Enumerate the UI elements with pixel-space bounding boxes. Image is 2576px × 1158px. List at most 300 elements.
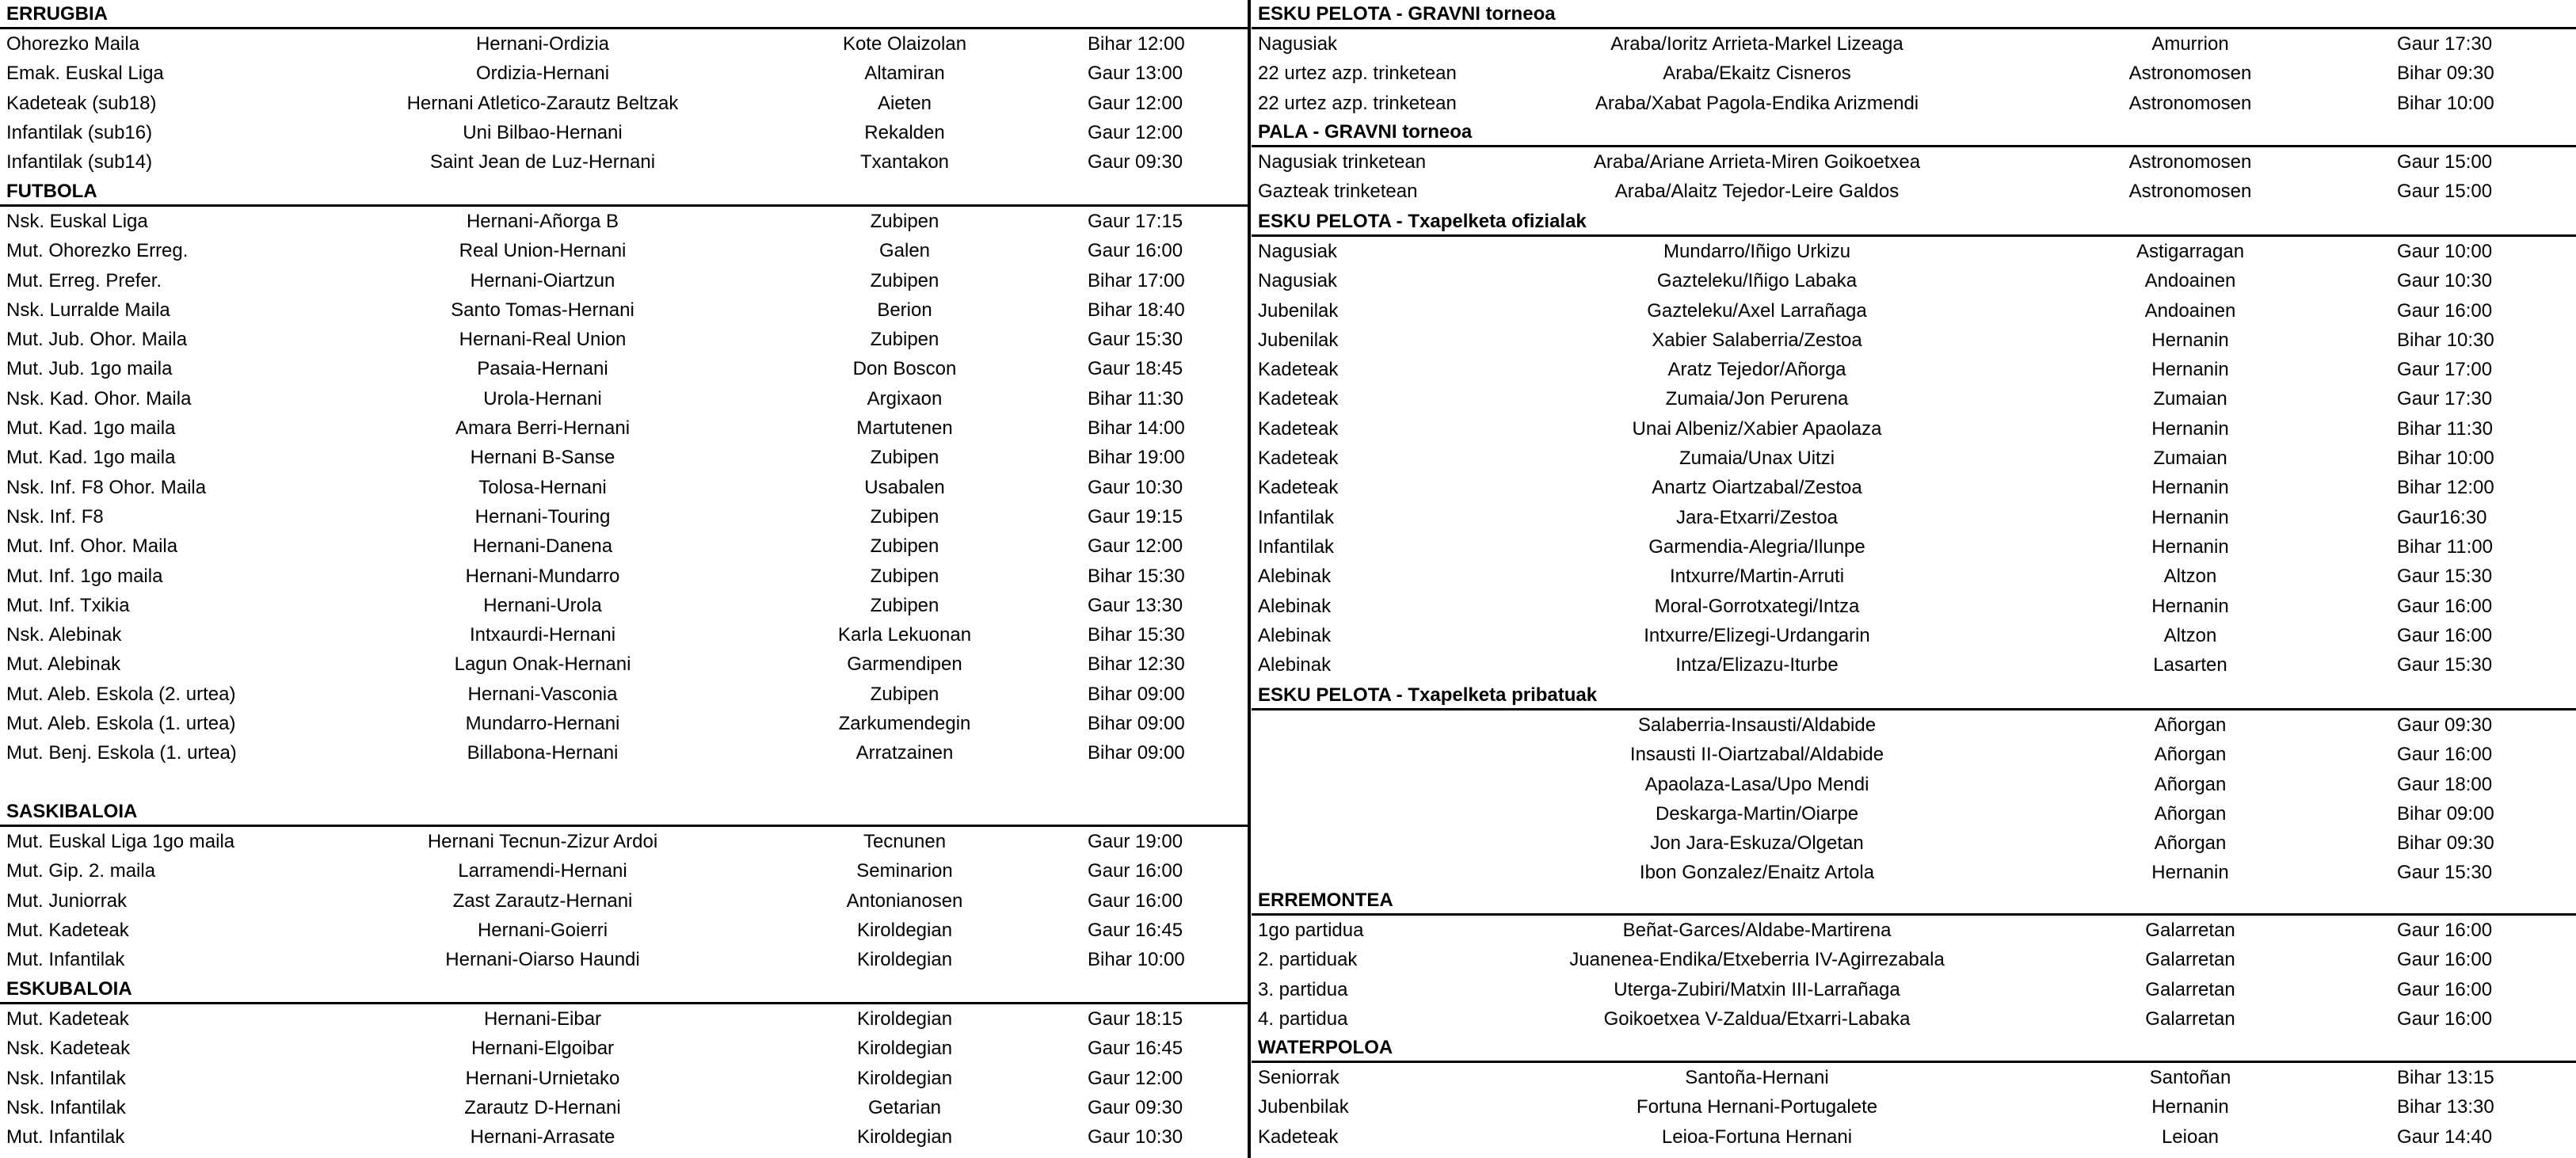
venue-cell: Santoñan (2149, 1067, 2231, 1088)
time-cell: Bihar 12:30 (1088, 653, 1185, 676)
venue-cell: Kiroldegian (856, 1008, 953, 1030)
category-cell: Mut. Kadeteak (6, 919, 129, 941)
time-cell: Bihar 10:00 (1088, 949, 1185, 971)
schedule-row (0, 59, 1248, 88)
time-cell: Gaur 12:00 (1088, 535, 1183, 558)
venue-cell: Hernanin (2151, 477, 2229, 499)
venue-cell: Galen (878, 240, 931, 262)
section-title: ESKU PELOTA - Txapelketa ofizialak (1252, 208, 2576, 237)
match-cell: Zarautz D-Hernani (464, 1096, 621, 1118)
venue-cell: Kiroldegian (856, 949, 953, 971)
schedule-row (1252, 147, 2576, 177)
match-cell: Hernani-Urola (483, 594, 602, 616)
section (1252, 1034, 2576, 1152)
time-cell: Bihar 10:00 (2397, 92, 2494, 114)
match-cell: Intxaurdi-Hernani (469, 624, 616, 646)
match-cell: Hernani-Añorga B (466, 211, 619, 232)
category-cell: Nsk. Alebinak (6, 624, 122, 646)
schedule-row (0, 1064, 1248, 1093)
match-cell: Goikoetxea V-Zaldua/Etxarri-Labaka (1603, 1008, 1911, 1030)
venue-cell: Añorgan (2154, 773, 2227, 795)
category-cell: Kadeteak (1258, 388, 1339, 410)
category-cell: Alebinak (1258, 566, 1332, 588)
category-cell: Kadeteak (sub18) (6, 92, 157, 114)
time-cell: Gaur 09:30 (2397, 714, 2493, 736)
schedule-row (1252, 414, 2576, 444)
category-cell: Kadeteak (1258, 448, 1339, 470)
schedule-row (0, 738, 1248, 768)
time-cell: Gaur 16:00 (1088, 860, 1183, 882)
venue-cell: Astronomosen (2128, 63, 2252, 85)
schedule-row (1252, 237, 2576, 266)
time-cell: Gaur 10:30 (2397, 270, 2493, 292)
schedule-row (0, 29, 1248, 59)
venue-cell: Berion (877, 299, 932, 321)
time-cell: Gaur 10:30 (1088, 476, 1183, 498)
venue-cell: Hernanin (2151, 862, 2229, 884)
match-cell: Pasaia-Hernani (477, 358, 608, 380)
schedule-row (1252, 1122, 2576, 1152)
match-cell: Hernani-Real Union (459, 329, 627, 351)
category-cell: Emak. Euskal Liga (6, 63, 164, 85)
match-cell: Garmendia-Alegria/Ilunpe (1648, 535, 1865, 558)
time-cell: Bihar 12:00 (1088, 33, 1185, 55)
match-cell: Hernani Atletico-Zarautz Beltzak (406, 92, 679, 114)
venue-cell: Galarretan (2145, 1008, 2235, 1030)
schedule-row (0, 856, 1248, 886)
category-cell: Infantilak (1258, 506, 1335, 528)
time-cell: Gaur 18:15 (1088, 1008, 1183, 1030)
category-cell: Kadeteak (1258, 359, 1339, 381)
category-cell: Mut. Kadeteak (6, 1008, 129, 1030)
time-cell: Bihar 09:00 (1088, 683, 1185, 705)
section (1252, 886, 2576, 1034)
time-cell: Bihar 13:30 (2397, 1096, 2494, 1118)
match-cell: Zumaia/Unax Uitzi (1679, 448, 1835, 470)
time-cell: Bihar 11:00 (2397, 535, 2493, 558)
match-cell: Araba/Alaitz Tejedor-Leire Galdos (1614, 181, 1900, 203)
time-cell: Gaur16:30 (2397, 506, 2487, 528)
category-cell: Mut. Infantilak (6, 949, 125, 971)
category-cell: Kadeteak (1258, 1126, 1339, 1148)
time-cell: Bihar 19:00 (1088, 447, 1185, 469)
time-cell: Gaur 18:00 (2397, 773, 2493, 795)
match-cell: Jon Jara-Eskuza/Olgetan (1650, 832, 1864, 855)
time-cell: Gaur 10:00 (2397, 241, 2493, 262)
venue-cell: Astronomosen (2128, 92, 2252, 114)
section-title: ESKU PELOTA - GRAVNI torneoa (1252, 0, 2576, 29)
section-title: PALA - GRAVNI torneoa (1252, 118, 2576, 147)
category-cell: Nagusiak (1258, 33, 1338, 55)
section (1252, 118, 2576, 207)
time-cell: Bihar 09:00 (2397, 802, 2494, 825)
category-cell: Infantilak (1258, 535, 1335, 558)
venue-cell: Usabalen (864, 476, 945, 498)
category-cell: Nsk. Kad. Ohor. Maila (6, 387, 192, 409)
match-cell: Hernani-Goierri (477, 919, 608, 941)
venue-cell: Tecnunen (863, 831, 947, 852)
time-cell: Gaur 10:30 (1088, 1126, 1183, 1148)
match-cell: Zast Zarautz-Hernani (452, 889, 633, 912)
match-cell: Hernani-Eibar (483, 1008, 602, 1030)
venue-cell: Aieten (877, 92, 932, 114)
venue-cell: Rekalden (864, 121, 945, 143)
schedule-row (0, 443, 1248, 472)
venue-cell: Kiroldegian (856, 1126, 953, 1148)
schedule-row (1252, 473, 2576, 502)
match-cell: Leioa-Fortuna Hernani (1661, 1126, 1853, 1148)
time-cell: Gaur 16:45 (1088, 919, 1183, 941)
match-cell: Moral-Gorrotxategi/Intza (1654, 595, 1860, 617)
schedule-row (0, 266, 1248, 295)
schedule-row (0, 649, 1248, 679)
match-cell: Saint Jean de Luz-Hernani (429, 151, 656, 173)
venue-cell: Zubipen (870, 447, 939, 469)
match-cell: Lagun Onak-Hernani (454, 653, 631, 676)
section-title: ESKU PELOTA - Txapelketa pribatuak (1252, 681, 2576, 710)
category-cell: 2. partiduak (1258, 949, 1358, 971)
schedule-row (1252, 829, 2576, 858)
match-cell: Xabier Salaberria/Zestoa (1652, 329, 1862, 351)
match-cell: Hernani-Oiartzun (470, 269, 615, 291)
venue-cell: Zumaian (2153, 388, 2227, 410)
schedule-row (1252, 592, 2576, 621)
schedule-row (1252, 296, 2576, 326)
time-cell: Gaur 15:00 (2397, 151, 2493, 173)
schedule-row (0, 562, 1248, 591)
schedule-row (1252, 858, 2576, 887)
schedule-row (0, 1004, 1248, 1034)
time-cell: Gaur 19:15 (1088, 505, 1183, 528)
venue-cell: Zubipen (870, 683, 939, 705)
section (1252, 208, 2576, 680)
schedule-row (0, 147, 1248, 177)
venue-cell: Andoainen (2144, 270, 2236, 292)
category-cell: Nsk. Kadeteak (6, 1038, 131, 1060)
schedule-row (1252, 29, 2576, 59)
category-cell: Mut. Jub. 1go maila (6, 358, 173, 380)
schedule-row (0, 295, 1248, 325)
time-cell: Gaur 16:00 (2397, 624, 2493, 646)
category-cell: Infantilak (sub14) (6, 151, 153, 173)
category-cell: Nsk. Infantilak (6, 1096, 126, 1118)
schedule-row (1252, 799, 2576, 829)
time-cell: Gaur 17:00 (2397, 359, 2493, 381)
venue-cell: Karla Lekuonan (837, 624, 972, 646)
schedule-row (0, 620, 1248, 649)
category-cell: Mut. Benj. Eskola (1. urtea) (6, 742, 237, 764)
schedule-row (1252, 532, 2576, 562)
section (0, 177, 1248, 768)
time-cell: Gaur 16:00 (2397, 595, 2493, 617)
category-cell: Mut. Inf. Txikia (6, 594, 130, 616)
match-cell: Intza/Elizazu-Iturbe (1675, 654, 1839, 676)
match-cell: Hernani-Ordizia (475, 33, 610, 55)
venue-cell: Kiroldegian (856, 1067, 953, 1089)
column-divider (1248, 0, 1251, 1158)
time-cell: Gaur 15:30 (2397, 862, 2493, 884)
schedule-row (0, 89, 1248, 118)
time-cell: Gaur 15:00 (2397, 181, 2493, 203)
venue-cell: Argixaon (867, 387, 943, 409)
category-cell: Alebinak (1258, 595, 1332, 617)
match-cell: Ibon Gonzalez/Enaitz Artola (1639, 862, 1875, 884)
category-cell: Kadeteak (1258, 417, 1339, 440)
match-cell: Deskarga-Martin/Oiarpe (1655, 802, 1859, 825)
category-cell: Mut. Aleb. Eskola (1. urtea) (6, 713, 236, 735)
category-cell: Mut. Inf. 1go maila (6, 565, 163, 587)
schedule-row (0, 1093, 1248, 1122)
time-cell: Gaur 12:00 (1088, 121, 1183, 143)
category-cell: Jubenbilak (1258, 1096, 1349, 1118)
time-cell: Bihar 17:00 (1088, 269, 1185, 291)
category-cell: Mut. Inf. Ohor. Maila (6, 535, 178, 558)
schedule-row (1252, 1063, 2576, 1092)
match-cell: Mundarro/Iñigo Urkizu (1663, 241, 1851, 262)
section-title: WATERPOLOA (1252, 1034, 2576, 1063)
schedule-row (0, 531, 1248, 561)
schedule-row (0, 886, 1248, 916)
venue-cell: Galarretan (2145, 949, 2235, 971)
section (1252, 0, 2576, 118)
venue-cell: Hernanin (2151, 535, 2229, 558)
match-cell: Ordizia-Hernani (475, 63, 610, 85)
match-cell: Hernani-Urnietako (465, 1067, 620, 1089)
venue-cell: Txantakon (859, 151, 950, 173)
match-cell: Tolosa-Hernani (478, 476, 607, 498)
match-cell: Uterga-Zubiri/Matxin III-Larrañaga (1614, 978, 1900, 1000)
time-cell: Bihar 10:00 (2397, 448, 2494, 470)
venue-cell: Amurrion (2151, 33, 2229, 55)
venue-cell: Seminarion (856, 860, 953, 882)
venue-cell: Astronomosen (2128, 151, 2252, 173)
venue-cell: Añorgan (2154, 744, 2227, 766)
time-cell: Bihar 09:30 (2397, 63, 2494, 85)
schedule-row (1252, 326, 2576, 355)
time-cell: Gaur 16:45 (1088, 1038, 1183, 1060)
time-cell: Bihar 09:00 (1088, 742, 1185, 764)
match-cell: Real Union-Hernani (459, 240, 627, 262)
match-cell: Araba/Ekaitz Cisneros (1663, 63, 1851, 85)
schedule-row (0, 502, 1248, 531)
match-cell: Araba/Ioritz Arrieta-Markel Lizeaga (1610, 33, 1903, 55)
time-cell: Bihar 18:40 (1088, 299, 1185, 321)
category-cell: Nsk. Inf. F8 (6, 505, 104, 528)
schedule-row (1252, 740, 2576, 769)
venue-cell: Zubipen (870, 329, 939, 351)
section-title: SASKIBALOIA (0, 798, 1248, 827)
schedule-row (1252, 1092, 2576, 1122)
section (0, 0, 1248, 177)
venue-cell: Leioan (2161, 1126, 2220, 1148)
match-cell: Hernani B-Sanse (470, 447, 615, 469)
venue-cell: Astigarragan (2136, 241, 2245, 262)
venue-cell: Zubipen (870, 211, 939, 232)
schedule-row (1252, 710, 2576, 740)
venue-cell: Hernanin (2151, 1096, 2229, 1118)
match-cell: Hernani-Oiarso Haundi (445, 949, 640, 971)
category-cell: Mut. Erreg. Prefer. (6, 269, 162, 291)
match-cell: Hernani-Touring (474, 505, 611, 528)
time-cell: Gaur 15:30 (2397, 566, 2493, 588)
section-title: ERRUGBIA (0, 0, 1248, 29)
venue-cell: Altamiran (864, 63, 945, 85)
time-cell: Bihar 12:00 (2397, 477, 2494, 499)
venue-cell: Arratzainen (855, 742, 954, 764)
category-cell: Ohorezko Maila (6, 33, 140, 55)
time-cell: Gaur 16:00 (2397, 978, 2493, 1000)
category-cell: Mut. Jub. Ohor. Maila (6, 329, 188, 351)
schedule-row (0, 1122, 1248, 1152)
section (0, 975, 1248, 1152)
schedule-row (1252, 770, 2576, 799)
schedule-row (1252, 975, 2576, 1004)
time-cell: Gaur 16:00 (2397, 299, 2493, 322)
time-cell: Bihar 13:15 (2397, 1067, 2494, 1088)
category-cell: Mut. Kad. 1go maila (6, 417, 176, 440)
schedule-row (0, 354, 1248, 383)
category-cell: Nagusiak (1258, 241, 1338, 262)
schedule-row (1252, 384, 2576, 413)
schedule-row (0, 118, 1248, 147)
venue-cell: Galarretan (2145, 978, 2235, 1000)
category-cell: Nagusiak trinketean (1258, 151, 1427, 173)
schedule-row (0, 827, 1248, 856)
match-cell: Hernani-Arrasate (470, 1126, 615, 1148)
match-cell: Gazteleku/Iñigo Labaka (1656, 270, 1858, 292)
schedule-row (1252, 177, 2576, 206)
time-cell: Gaur 17:15 (1088, 211, 1183, 232)
venue-cell: Hernanin (2151, 595, 2229, 617)
time-cell: Gaur 15:30 (2397, 654, 2493, 676)
time-cell: Bihar 09:30 (2397, 832, 2494, 855)
schedule-row (0, 384, 1248, 413)
schedule-row (1252, 621, 2576, 650)
venue-cell: Hernanin (2151, 359, 2229, 381)
match-cell: Hernani-Danena (472, 535, 613, 558)
time-cell: Gaur 17:30 (2397, 33, 2493, 55)
match-cell: Larramendi-Hernani (458, 860, 627, 882)
schedule-row (0, 236, 1248, 265)
time-cell: Bihar 09:00 (1088, 713, 1185, 735)
category-cell: Nagusiak (1258, 270, 1338, 292)
category-cell: Nsk. Euskal Liga (6, 211, 148, 232)
schedule-row (1252, 562, 2576, 591)
category-cell: Kadeteak (1258, 477, 1339, 499)
time-cell: Gaur 14:40 (2397, 1126, 2493, 1148)
category-cell: 1go partidua (1258, 920, 1364, 941)
category-cell: Jubenilak (1258, 299, 1339, 322)
schedule-row (1252, 355, 2576, 384)
schedule-row (0, 945, 1248, 974)
time-cell: Bihar 14:00 (1088, 417, 1185, 440)
time-cell: Gaur 09:30 (1088, 1096, 1183, 1118)
match-cell: Amara Berri-Hernani (455, 417, 631, 440)
match-cell: Hernani-Elgoibar (471, 1038, 615, 1060)
match-cell: Gazteleku/Axel Larrañaga (1647, 299, 1867, 322)
section-title: ESKUBALOIA (0, 975, 1248, 1004)
section (0, 798, 1248, 974)
category-cell: Mut. Gip. 2. maila (6, 860, 156, 882)
schedule-row (0, 413, 1248, 443)
match-cell: Santoña-Hernani (1685, 1067, 1829, 1088)
time-cell: Gaur 12:00 (1088, 1067, 1183, 1089)
match-cell: Araba/Xabat Pagola-Endika Arizmendi (1595, 92, 1919, 114)
venue-cell: Añorgan (2154, 714, 2227, 736)
schedule-row (1252, 266, 2576, 295)
match-cell: Hernani-Mundarro (465, 565, 620, 587)
time-cell: Gaur 18:45 (1088, 358, 1183, 380)
category-cell: 22 urtez azp. trinketean (1258, 92, 1457, 114)
venue-cell: Garmendipen (847, 653, 962, 676)
venue-cell: Galarretan (2145, 920, 2235, 941)
venue-cell: Getarian (867, 1096, 942, 1118)
schedule-row (0, 207, 1248, 236)
schedule-row (0, 680, 1248, 709)
match-cell: Beñat-Garces/Aldabe-Martirena (1622, 920, 1892, 941)
venue-cell: Añorgan (2154, 802, 2227, 825)
time-cell: Bihar 10:30 (2397, 329, 2494, 351)
category-cell: Alebinak (1258, 624, 1332, 646)
time-cell: Gaur 15:30 (1088, 329, 1183, 351)
time-cell: Bihar 15:30 (1088, 565, 1185, 587)
venue-cell: Andoainen (2144, 299, 2236, 322)
category-cell: Mut. Aleb. Eskola (2. urtea) (6, 683, 236, 705)
category-cell: Nsk. Lurralde Maila (6, 299, 170, 321)
category-cell: Mut. Alebinak (6, 653, 121, 676)
category-cell: Jubenilak (1258, 329, 1339, 351)
schedule-row (0, 473, 1248, 502)
time-cell: Bihar 11:30 (1088, 387, 1183, 409)
venue-cell: Altzon (2163, 624, 2217, 646)
match-cell: Urola-Hernani (483, 387, 602, 409)
time-cell: Gaur 12:00 (1088, 92, 1183, 114)
match-cell: Unai Albeniz/Xabier Apaolaza (1632, 417, 1882, 440)
schedule-row (1252, 916, 2576, 945)
venue-cell: Zarkumendegin (838, 713, 971, 735)
section (1252, 681, 2576, 888)
time-cell: Gaur 16:00 (1088, 889, 1183, 912)
category-cell: Alebinak (1258, 654, 1332, 676)
venue-cell: Hernanin (2151, 329, 2229, 351)
category-cell: Mut. Euskal Liga 1go maila (6, 831, 235, 852)
match-cell: Hernani-Vasconia (467, 683, 618, 705)
venue-cell: Zubipen (870, 269, 939, 291)
category-cell: Mut. Kad. 1go maila (6, 447, 176, 469)
time-cell: Gaur 13:30 (1088, 594, 1183, 616)
venue-cell: Kiroldegian (856, 1038, 953, 1060)
venue-cell: Antonianosen (846, 889, 963, 912)
venue-cell: Kiroldegian (856, 919, 953, 941)
time-cell: Gaur 16:00 (2397, 949, 2493, 971)
category-cell: 22 urtez azp. trinketean (1258, 63, 1457, 85)
match-cell: Santo Tomas-Hernani (451, 299, 634, 321)
match-cell: Araba/Ariane Arrieta-Miren Goikoetxea (1593, 151, 1921, 173)
venue-cell: Añorgan (2154, 832, 2227, 855)
venue-cell: Altzon (2163, 566, 2217, 588)
venue-cell: Zubipen (870, 535, 939, 558)
time-cell: Gaur 09:30 (1088, 151, 1183, 173)
schedule-row (0, 916, 1248, 945)
venue-cell: Lasarten (2153, 654, 2227, 676)
schedule-row (1252, 444, 2576, 473)
category-cell: Mut. Infantilak (6, 1126, 125, 1148)
schedule-row (1252, 89, 2576, 118)
time-cell: Bihar 15:30 (1088, 624, 1185, 646)
time-cell: Bihar 11:30 (2397, 417, 2493, 440)
venue-cell: Zumaian (2153, 448, 2227, 470)
match-cell: Anartz Oiartzabal/Zestoa (1652, 477, 1862, 499)
